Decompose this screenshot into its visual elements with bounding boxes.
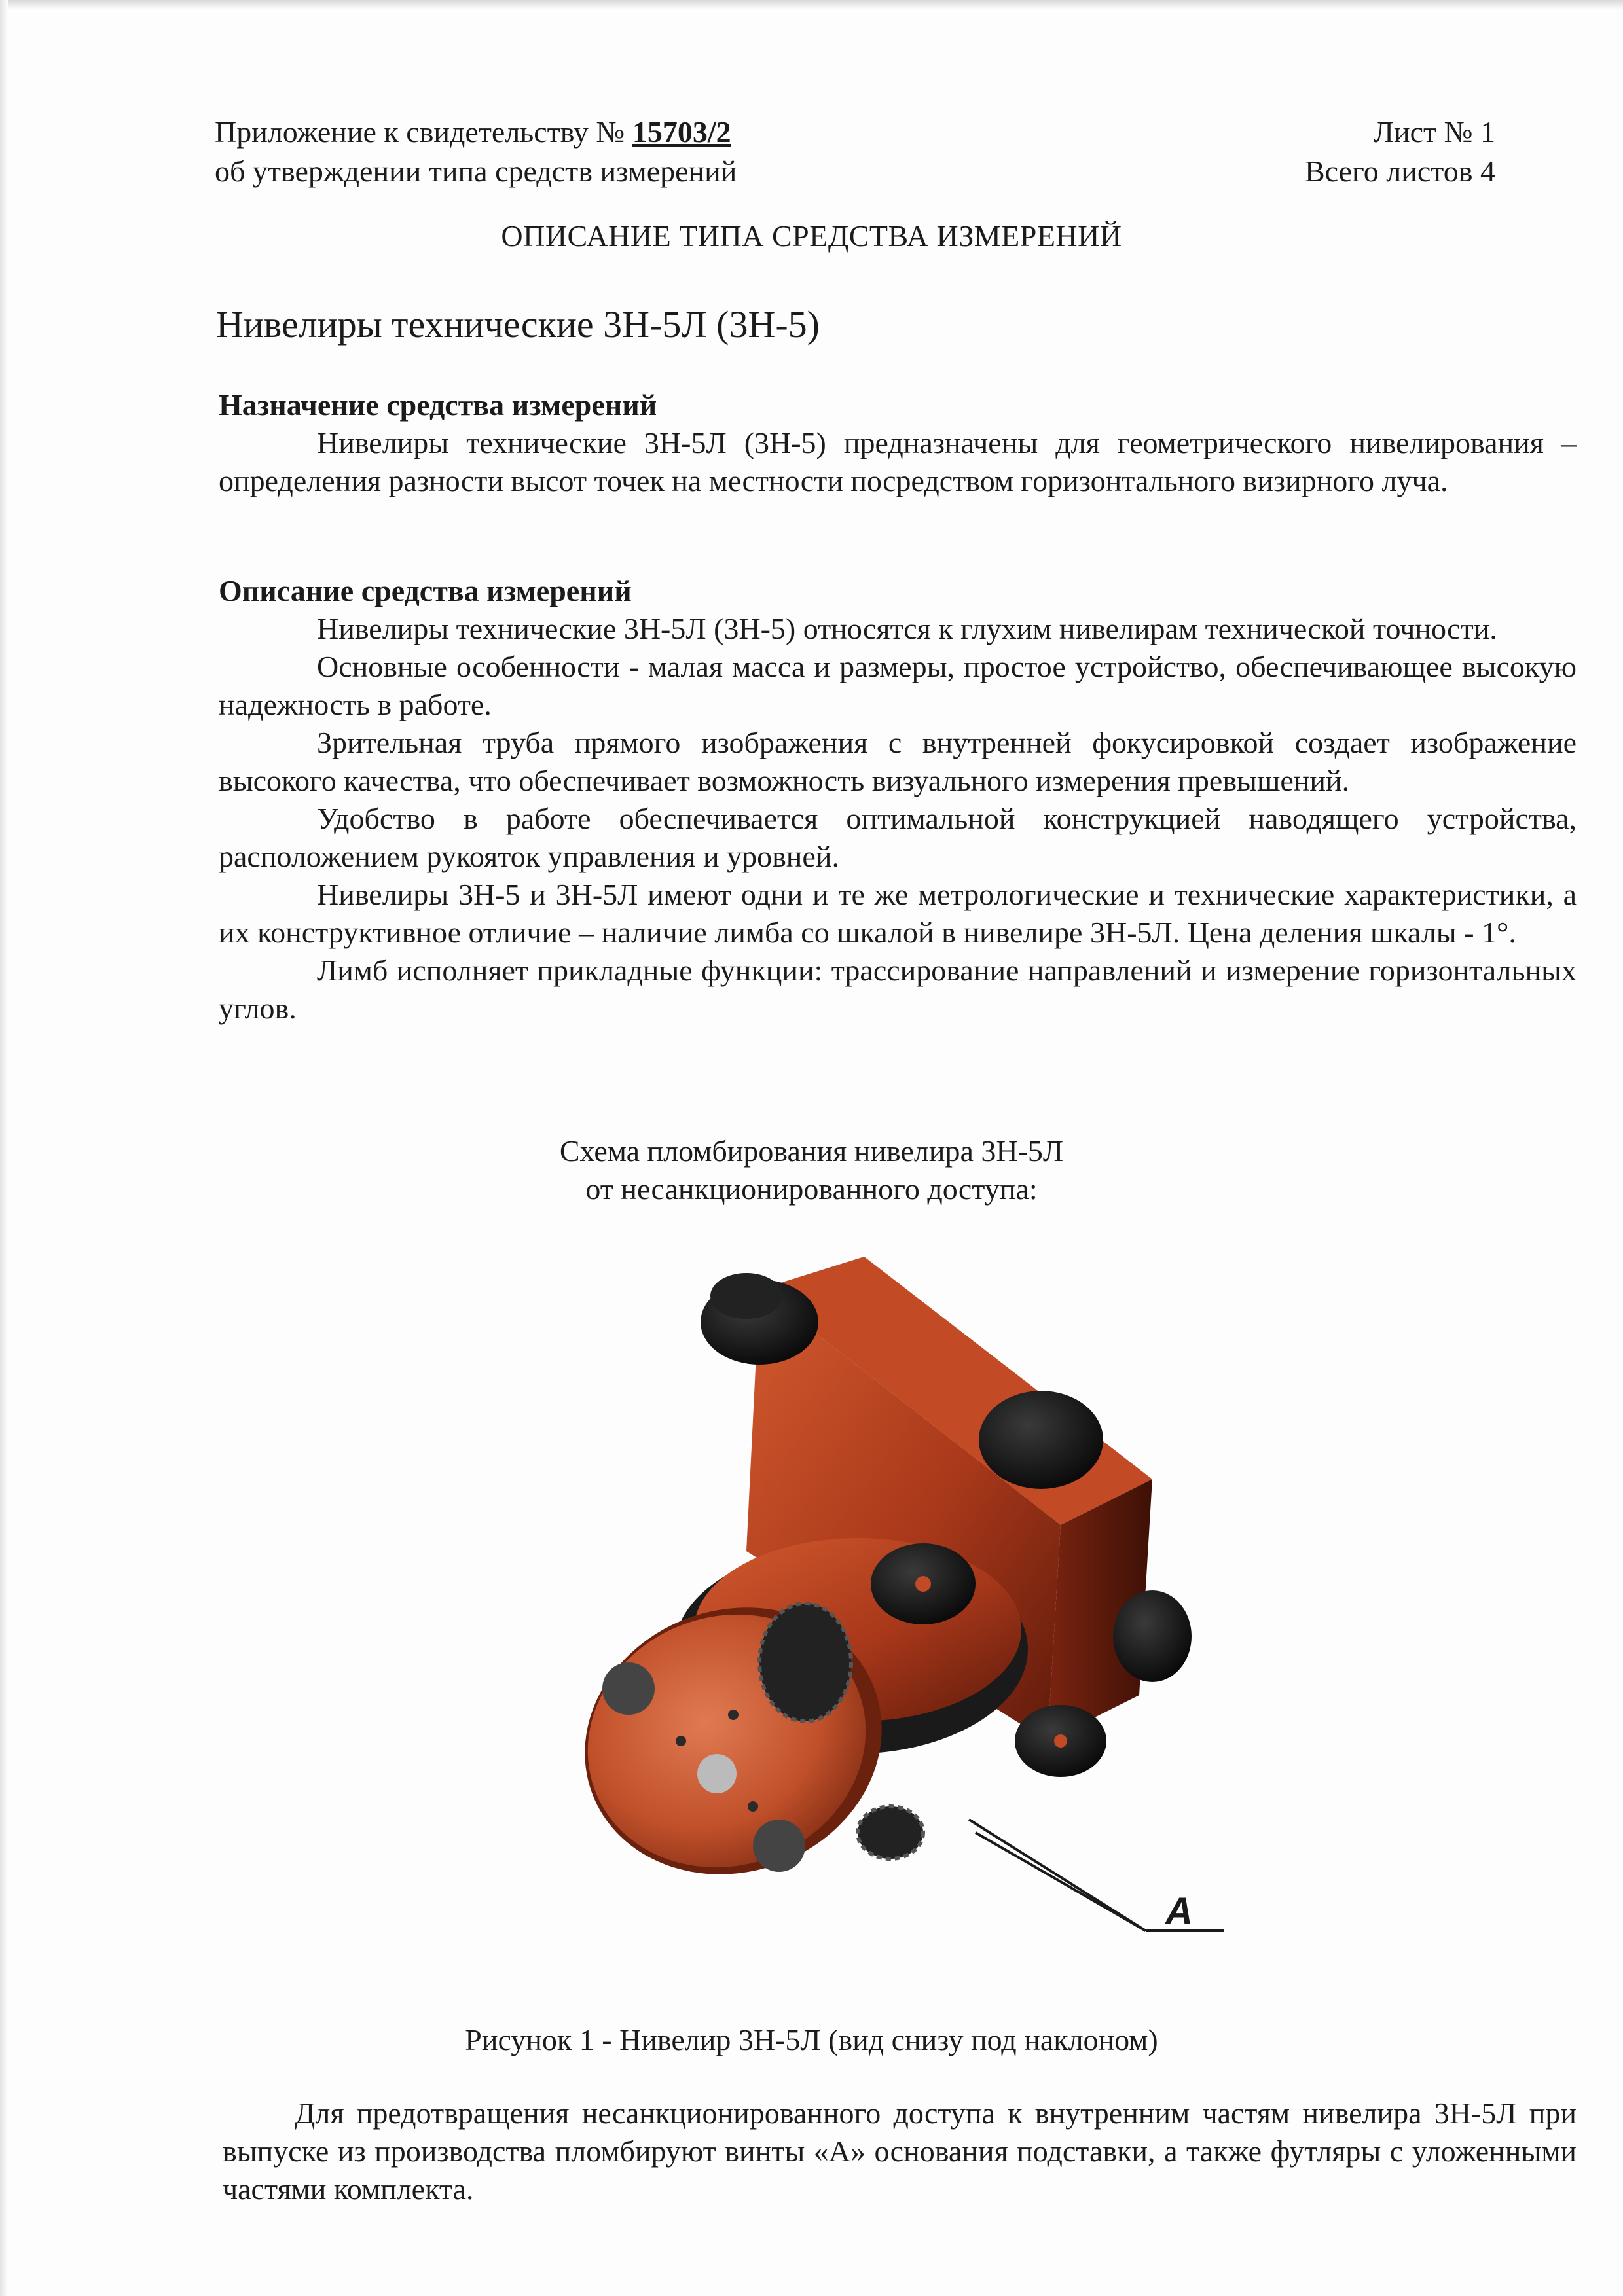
sheet-number: Лист № 1 xyxy=(1373,115,1495,149)
description-paragraph: Зрительная труба прямого изображения с внутренней фокусировкой создает изображение высокого качества, что обеспечивает возможность визуального измерения превышений. xyxy=(219,726,1577,797)
description-paragraph: Нивелиры 3Н-5 и 3Н-5Л имеют одни и те же метрологические и технические характеристики, а их конструктивное отличие – наличие лимба со шкалой в нивелире 3Н-5Л. Цена деления шкалы - 1°. xyxy=(219,878,1577,949)
section-description xyxy=(219,572,1577,1028)
header-certificate-line xyxy=(215,113,737,152)
header-approval-line: об утверждении типа средств измерений xyxy=(215,154,737,188)
level-instrument-illustration xyxy=(563,1244,1257,1996)
sealing-scheme-caption-line1: Схема пломбирования нивелира 3Н-5Л xyxy=(559,1134,1064,1168)
description-paragraph: Нивелиры технические 3Н-5Л (3Н-5) относятся к глухим нивелирам технической точности. xyxy=(317,612,1497,645)
scan-top-edge xyxy=(0,0,1623,9)
closing-paragraph: Для предотвращения несанкционированного доступа к внутренним частям нивелира 3Н-5Л при выпуске из производства пломбируют винты «А» основания подставки, а также футляры с уложенными частями комплекта. xyxy=(223,2096,1577,2206)
certificate-number: 15703/2 xyxy=(632,115,731,149)
description-paragraph: Основные особенности - малая масса и размеры, простое устройство, обеспечивающее высокую надежность в работе. xyxy=(219,650,1577,721)
sealing-screw-callout xyxy=(969,1820,1224,1933)
section-purpose-heading: Назначение средства измерений xyxy=(219,388,657,422)
document-title: ОПИСАНИЕ ТИПА СРЕДСТВА ИЗМЕРЕНИЙ xyxy=(501,219,1122,253)
knob-right-icon xyxy=(979,1391,1103,1489)
description-paragraph: Удобство в работе обеспечивается оптимальной конструкцией наводящего устройства, расположением рукояток управления и уровней. xyxy=(219,802,1577,873)
section-description-heading: Описание средства измерений xyxy=(219,574,632,607)
sheet-total: Всего листов 4 xyxy=(1304,154,1495,188)
header-certificate-prefix: Приложение к свидетельству № xyxy=(215,115,632,149)
callout-label-a: A xyxy=(1165,1890,1193,1933)
section-purpose xyxy=(219,386,1577,500)
closing-section xyxy=(223,2094,1577,2208)
header-left xyxy=(215,113,737,191)
sealing-scheme-caption xyxy=(0,1132,1623,1208)
description-paragraph: Лимб исполняет прикладные функции: трассирование направлений и измерение горизонтальных углов. xyxy=(219,954,1577,1025)
figure-caption: Рисунок 1 - Нивелир 3Н-5Л (вид снизу под наклоном) xyxy=(465,2023,1158,2056)
product-name: Нивелиры технические 3Н-5Л (3Н-5) xyxy=(216,303,820,346)
section-purpose-paragraph: Нивелиры технические 3Н-5Л (3Н-5) предназначены для геометрического нивелирования – определения разности высот точек на местности посредством горизонтального визирного луча. xyxy=(219,426,1577,497)
header-right xyxy=(1305,113,1495,191)
focusing-knob-icon xyxy=(871,1543,976,1624)
sealing-scheme-caption-line2: от несанкционированного доступа: xyxy=(585,1172,1038,1206)
